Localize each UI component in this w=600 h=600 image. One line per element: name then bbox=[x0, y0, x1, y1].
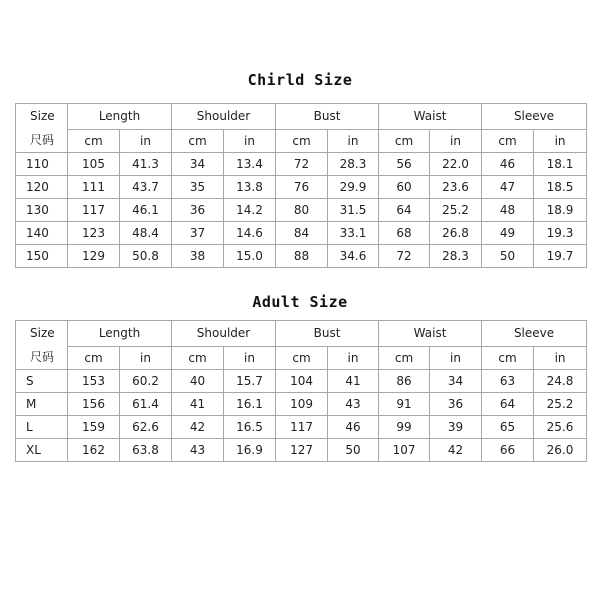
unit-header-cell: cm bbox=[276, 129, 328, 152]
size-label: Size bbox=[30, 109, 55, 123]
table-cell: 15.7 bbox=[224, 370, 276, 393]
table-cell: 107 bbox=[379, 439, 430, 462]
column-group-header: Bust bbox=[276, 321, 379, 347]
size-cell: XL bbox=[16, 439, 68, 462]
table-cell: 19.3 bbox=[534, 222, 587, 245]
unit-header-cell: in bbox=[430, 346, 482, 369]
table-row bbox=[16, 370, 587, 393]
table-cell: 64 bbox=[379, 199, 430, 222]
table-cell: 117 bbox=[68, 199, 120, 222]
table-cell: 111 bbox=[68, 176, 120, 199]
table-row bbox=[16, 393, 587, 416]
table-cell: 35 bbox=[172, 176, 224, 199]
unit-row bbox=[16, 129, 587, 152]
unit-header-cell: cm bbox=[68, 129, 120, 152]
table-cell: 13.8 bbox=[224, 176, 276, 199]
table-cell: 26.8 bbox=[430, 222, 482, 245]
table-cell: 153 bbox=[68, 370, 120, 393]
table-cell: 76 bbox=[276, 176, 328, 199]
table-cell: 50 bbox=[482, 245, 534, 268]
column-group-header: Length bbox=[68, 104, 172, 130]
table-cell: 25.2 bbox=[534, 393, 587, 416]
table-cell: 42 bbox=[430, 439, 482, 462]
table-cell: 105 bbox=[68, 153, 120, 176]
table-cell: 46.1 bbox=[120, 199, 172, 222]
column-group-header: Waist bbox=[379, 321, 482, 347]
unit-header-cell: in bbox=[224, 129, 276, 152]
size-cell: 150 bbox=[16, 245, 68, 268]
table-cell: 61.4 bbox=[120, 393, 172, 416]
size-cell: 110 bbox=[16, 153, 68, 176]
unit-header-cell: in bbox=[120, 346, 172, 369]
table-row bbox=[16, 439, 587, 462]
unit-header-cell: cm bbox=[68, 346, 120, 369]
column-group-header: Shoulder bbox=[172, 321, 276, 347]
table-cell: 46 bbox=[328, 416, 379, 439]
table-cell: 40 bbox=[172, 370, 224, 393]
table-row bbox=[16, 199, 587, 222]
size-header-cell bbox=[16, 104, 68, 153]
table-cell: 16.1 bbox=[224, 393, 276, 416]
size-label-cn: 尺码 bbox=[30, 133, 55, 147]
size-cell: M bbox=[16, 393, 68, 416]
table-cell: 46 bbox=[482, 153, 534, 176]
size-cell: 120 bbox=[16, 176, 68, 199]
unit-header-cell: cm bbox=[276, 346, 328, 369]
table-cell: 84 bbox=[276, 222, 328, 245]
table-cell: 123 bbox=[68, 222, 120, 245]
table-cell: 16.5 bbox=[224, 416, 276, 439]
table-cell: 42 bbox=[172, 416, 224, 439]
table-cell: 159 bbox=[68, 416, 120, 439]
table-cell: 22.0 bbox=[430, 153, 482, 176]
table-cell: 36 bbox=[430, 393, 482, 416]
table-cell: 60.2 bbox=[120, 370, 172, 393]
table-cell: 64 bbox=[482, 393, 534, 416]
table-cell: 25.2 bbox=[430, 199, 482, 222]
table-cell: 18.1 bbox=[534, 153, 587, 176]
column-group-header: Waist bbox=[379, 104, 482, 130]
table-cell: 72 bbox=[276, 153, 328, 176]
table-cell: 62.6 bbox=[120, 416, 172, 439]
table-cell: 99 bbox=[379, 416, 430, 439]
table-cell: 41 bbox=[172, 393, 224, 416]
table-cell: 63.8 bbox=[120, 439, 172, 462]
table-cell: 14.2 bbox=[224, 199, 276, 222]
header-row bbox=[16, 321, 587, 347]
table-cell: 34.6 bbox=[328, 245, 379, 268]
size-cell: S bbox=[16, 370, 68, 393]
table-cell: 48 bbox=[482, 199, 534, 222]
table-cell: 24.8 bbox=[534, 370, 587, 393]
table-cell: 37 bbox=[172, 222, 224, 245]
adult-size-title: Adult Size bbox=[252, 293, 348, 311]
child-size-table bbox=[15, 103, 587, 268]
table-cell: 43 bbox=[328, 393, 379, 416]
size-cell: L bbox=[16, 416, 68, 439]
table-cell: 14.6 bbox=[224, 222, 276, 245]
table-cell: 129 bbox=[68, 245, 120, 268]
table-cell: 63 bbox=[482, 370, 534, 393]
adult-size-table bbox=[15, 320, 587, 462]
unit-header-cell: cm bbox=[172, 346, 224, 369]
table-cell: 47 bbox=[482, 176, 534, 199]
column-group-header: Sleeve bbox=[482, 104, 587, 130]
table-cell: 39 bbox=[430, 416, 482, 439]
size-cell: 130 bbox=[16, 199, 68, 222]
table-row bbox=[16, 222, 587, 245]
table-cell: 36 bbox=[172, 199, 224, 222]
table-row bbox=[16, 176, 587, 199]
column-group-header: Sleeve bbox=[482, 321, 587, 347]
table-cell: 109 bbox=[276, 393, 328, 416]
unit-header-cell: in bbox=[534, 346, 587, 369]
table-cell: 162 bbox=[68, 439, 120, 462]
table-cell: 65 bbox=[482, 416, 534, 439]
unit-header-cell: cm bbox=[379, 346, 430, 369]
table-cell: 38 bbox=[172, 245, 224, 268]
column-group-header: Length bbox=[68, 321, 172, 347]
table-cell: 68 bbox=[379, 222, 430, 245]
table-cell: 18.5 bbox=[534, 176, 587, 199]
table-cell: 104 bbox=[276, 370, 328, 393]
table-cell: 43 bbox=[172, 439, 224, 462]
unit-header-cell: cm bbox=[482, 129, 534, 152]
unit-row bbox=[16, 346, 587, 369]
table-cell: 34 bbox=[172, 153, 224, 176]
column-group-header: Shoulder bbox=[172, 104, 276, 130]
column-group-header: Bust bbox=[276, 104, 379, 130]
table-cell: 26.0 bbox=[534, 439, 587, 462]
unit-header-cell: in bbox=[328, 346, 379, 369]
table-row bbox=[16, 416, 587, 439]
table-cell: 88 bbox=[276, 245, 328, 268]
table-cell: 19.7 bbox=[534, 245, 587, 268]
size-label-cn: 尺码 bbox=[30, 350, 55, 364]
table-row bbox=[16, 245, 587, 268]
size-label: Size bbox=[30, 326, 55, 340]
table-row bbox=[16, 153, 587, 176]
table-cell: 16.9 bbox=[224, 439, 276, 462]
table-cell: 117 bbox=[276, 416, 328, 439]
table-cell: 15.0 bbox=[224, 245, 276, 268]
table-cell: 56 bbox=[379, 153, 430, 176]
table-cell: 13.4 bbox=[224, 153, 276, 176]
table-cell: 33.1 bbox=[328, 222, 379, 245]
unit-header-cell: in bbox=[430, 129, 482, 152]
unit-header-cell: cm bbox=[379, 129, 430, 152]
unit-header-cell: cm bbox=[172, 129, 224, 152]
size-cell: 140 bbox=[16, 222, 68, 245]
table-cell: 18.9 bbox=[534, 199, 587, 222]
header-row bbox=[16, 104, 587, 130]
table-cell: 29.9 bbox=[328, 176, 379, 199]
size-header-cell bbox=[16, 321, 68, 370]
unit-header-cell: in bbox=[534, 129, 587, 152]
table-cell: 41 bbox=[328, 370, 379, 393]
table-cell: 60 bbox=[379, 176, 430, 199]
table-cell: 23.6 bbox=[430, 176, 482, 199]
unit-header-cell: in bbox=[224, 346, 276, 369]
table-cell: 50 bbox=[328, 439, 379, 462]
table-cell: 34 bbox=[430, 370, 482, 393]
unit-header-cell: cm bbox=[482, 346, 534, 369]
table-cell: 28.3 bbox=[328, 153, 379, 176]
table-cell: 50.8 bbox=[120, 245, 172, 268]
table-cell: 43.7 bbox=[120, 176, 172, 199]
child-size-title: Chirld Size bbox=[247, 71, 353, 89]
table-cell: 127 bbox=[276, 439, 328, 462]
table-cell: 41.3 bbox=[120, 153, 172, 176]
table-cell: 86 bbox=[379, 370, 430, 393]
table-cell: 80 bbox=[276, 199, 328, 222]
table-cell: 66 bbox=[482, 439, 534, 462]
table-cell: 48.4 bbox=[120, 222, 172, 245]
table-cell: 156 bbox=[68, 393, 120, 416]
table-cell: 28.3 bbox=[430, 245, 482, 268]
table-cell: 49 bbox=[482, 222, 534, 245]
unit-header-cell: in bbox=[120, 129, 172, 152]
table-cell: 25.6 bbox=[534, 416, 587, 439]
unit-header-cell: in bbox=[328, 129, 379, 152]
table-cell: 72 bbox=[379, 245, 430, 268]
table-cell: 31.5 bbox=[328, 199, 379, 222]
table-cell: 91 bbox=[379, 393, 430, 416]
